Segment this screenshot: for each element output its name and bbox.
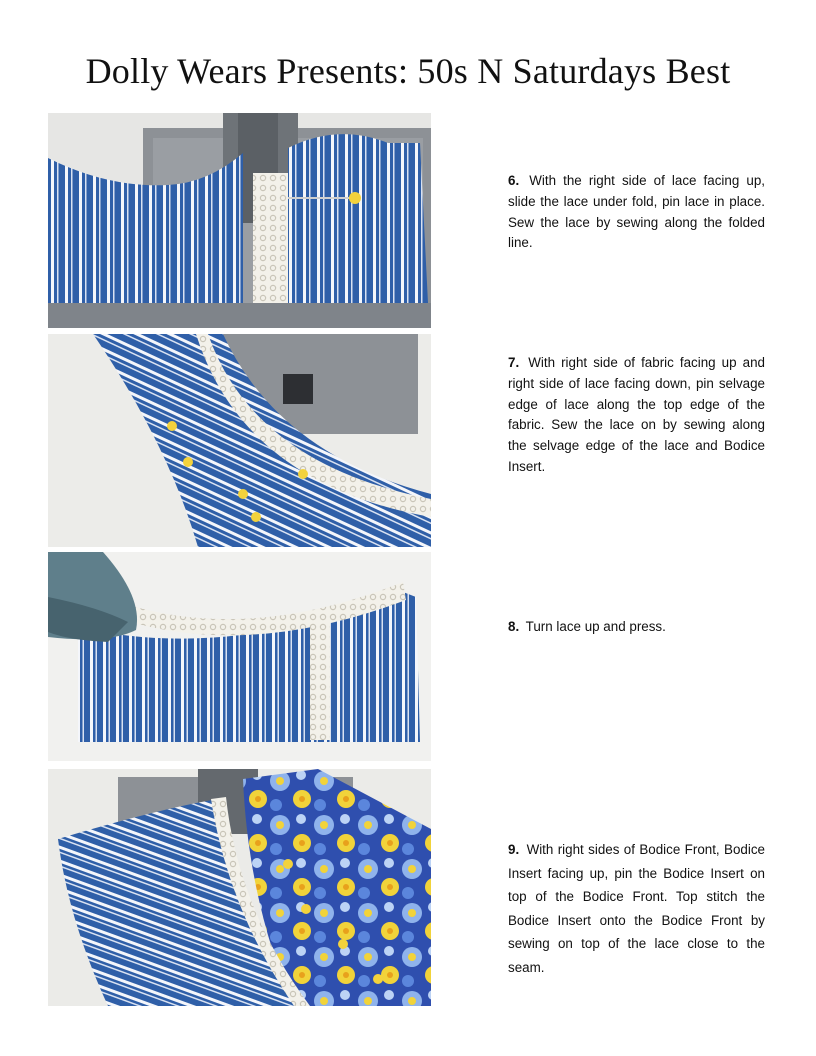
step-9-photo (48, 769, 431, 1006)
step-number: 8. (508, 619, 520, 634)
page-title: Dolly Wears Presents: 50s N Saturdays Best (85, 51, 731, 91)
step-number: 7. (508, 355, 520, 370)
step-number: 6. (508, 173, 520, 188)
step-text: With the right side of lace facing up, slide the lace under fold, pin lace in place. Sew the lace by sewing along the folded line. (508, 173, 765, 251)
step-6-instruction (508, 171, 765, 254)
step-number: 9. (508, 842, 520, 857)
step-6-photo (48, 113, 431, 328)
step-text: With right sides of Bodice Front, Bodice Insert facing up, pin the Bodice Insert on top of the Bodice Front. Top stitch the Bodice Insert onto the Bodice Front by sewing on top of the lace close to the seam. (508, 842, 765, 975)
step-7-instruction (508, 353, 765, 478)
step-8-photo (48, 552, 431, 761)
step-8-instruction (508, 617, 765, 638)
step-text: With right side of fabric facing up and right side of lace facing down, pin selvage edge of lace along the top edge of the fabric. Sew the lace on by sewing along the selvage edge of the lace and Bodice Insert. (508, 355, 765, 474)
step-9-instruction (508, 838, 765, 979)
step-7-photo (48, 334, 431, 547)
step-text: Turn lace up and press. (525, 619, 666, 634)
